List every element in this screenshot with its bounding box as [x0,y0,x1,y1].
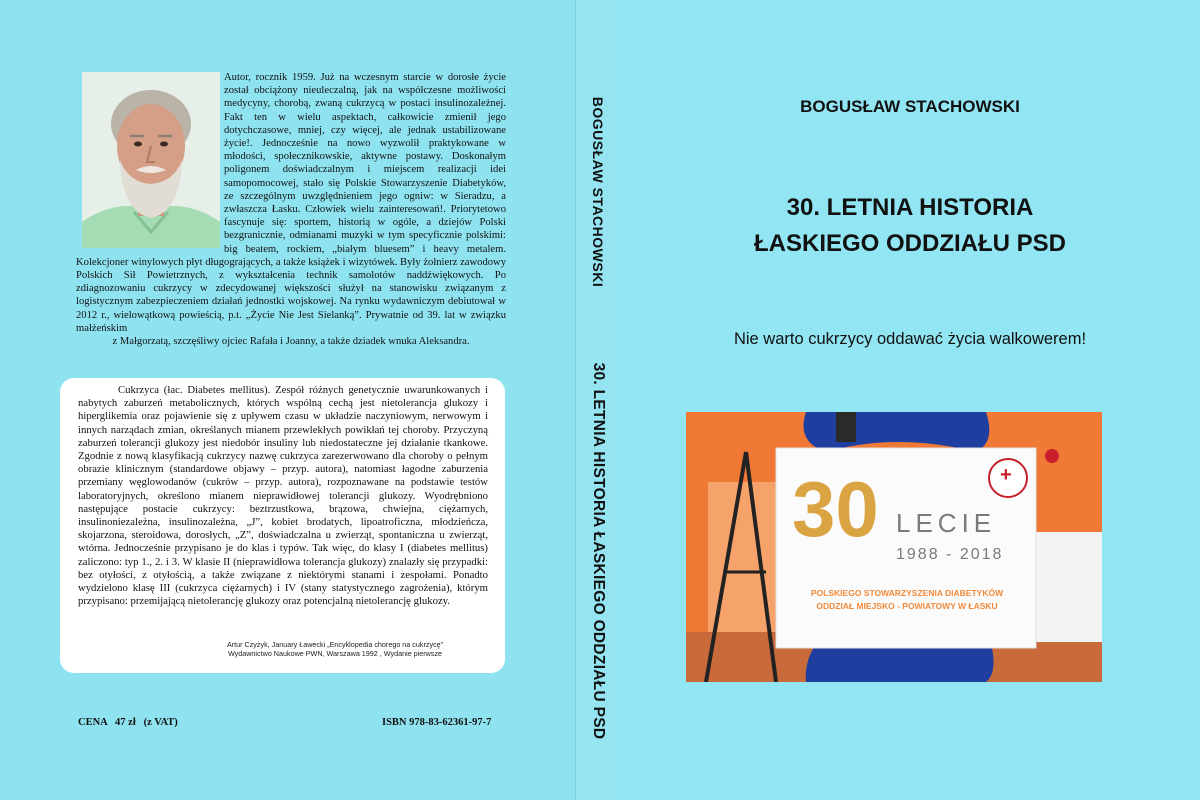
sign-line-2: ODDZIAŁ MIEJSKO - POWIATOWY W ŁASKU [816,601,998,611]
sign-word: LECIE [896,508,997,538]
sign-line-1: POLSKIEGO STOWARZYSZENIA DIABETYKÓW [810,588,1004,598]
citation [180,640,490,658]
bio-text: Autor, rocznik 1959. Już na wczesnym starcie w dorosłe życie został obciążony nieuleczalną, jak na współczesne możliwości medycyny, chorobą, zwaną cukrzycą w postaci insulinozależnej. Fakt ten w wielu aspektach, całkowicie zmienił jego dotychczasowe, mniej, czy więcej, ale jednak ustabilizowane życie!. Jednocześnie na nowo wyzwolił praktykowane w młodości, społecznikowskie, aktywne postawy. Doskonałym poligonem doświadczalnym i miejscem realizacji idei samopomocowej, stało się Polskie Stowarzyszenie Diabetyków, ze szczególnym uwzględnieniem jego ogniw: w Sieradzu, a zwłaszcza Łasku. Człowiek wielu zainteresowań!. Priorytetowo fascynuje się: sportem, historią w ogóle, a dziejów Polski bezgranicznie, odmianami muzyki w tym specyficznie polskimi: big beatem, rockiem, „białym bluesem” i heavy metalem. Kolekcjoner winylowych płyt długogrających, a także książek i wizytówek. Były żołnierz zawodowy Polskich Sił Powietrznych, z wykształcenia technik samolotów naddźwiękowych. Po zdiagnozowaniu cukrzycy w zdecydowanej większości służył na stanowisku związanym z logistycznym zabezpieczeniem działań jednostki wojskowej. Na rynku wydawniczym debiutował w 2012 r., wielowątkową powieścią, p.t. „Życie Nie Jest Sielanką”. Prywatnie od 39. lat w związku małżeńskim [76,72,506,334]
spine-title: 30. LETNIA HISTORIA ŁASKIEGO ODDZIAŁU PSD [590,362,607,740]
book-title [620,190,1200,262]
cover-photo [686,412,1102,682]
sign-logo-icon: + [988,458,1028,498]
sign-number: 30 [792,465,879,553]
front-author: BOGUSŁAW STACHOWSKI [800,97,1020,116]
author-bio [76,71,506,348]
price-label: CENA 47 zł (z VAT) [78,717,178,728]
sign-years: 1988 - 2018 [896,546,1004,563]
book-subtitle: Nie warto cukrzycy oddawać życia walkowerem! [733,330,1087,348]
photo-spacer [76,71,224,255]
definition-text: Cukrzyca (łac. Diabetes mellitus). Zespół różnych genetycznie uwarunkowanych i nabytych zaburzeń metabolicznych, których wspólną cechą jest nietolerancja glukozy i hiperglikemia oraz pojawienie się z upływem czasu w układzie naczyniowym, nerwowym i innych narządach zmian, określanych mianem przewlekłych powikłań tej choroby. Przyczyną zaburzeń tolerancji glukozy jest niedobór insuliny lub niedostateczne jej działanie tkankowe. Zgodnie z nową klasyfikacją cukrzycy nazwę cukrzyca zarezerwowano dla choroby o pełnym obrazie klinicznym (standardowe objawy – przyp. autora), natomiast łagodne zaburzenia przemiany węglowodanów (cukrów – przyp. autora), rozpoznawane na podstawie testów laboratoryjnych, określono mianem nieprawidłowej tolerancji glukozy. Wyodrębniono następujące postacie cukrzycy: beztrzustkowa, brązowa, chwiejna, ciężarnych, insulinoniezależna, insulinozależna, „J”, kobiet brodatych, lipoatroficzna, młodzieńcza, skojarzona, steroidowa, dorosłych, „Z”, doświadczalna u zwierząt, spontaniczna u zwierząt, wtórna. Jednocześnie przypisano je do klas i typów. Tak więc, do klasy I (diabetes mellitus) zaliczono: typ 1., 2. i 3. W klasie II (nieprawidłowa tolerancja glukozy) znalazły się przypadki: bez otyłości, z otyłością, a także związane z niektórymi stanami i zespołami. Ponadto wydzielono klasę III (cukrzyca ciężarnych) i IV (stany statystycznego zagrożenia), którym przypisano: przemijającą nietolerancję glukozy oraz potencjalną nietolerancję glukozy. [78,384,488,608]
anniversary-scene [686,412,1102,682]
bio-last-line: z Małgorzatą, szczęśliwy ojciec Rafała i Joanny, a także dziadek wnuka Aleksandra. [112,336,470,348]
citation-line-1: Artur Czyżyk, January Ławecki „Encyklopedia chorego na cukrzycę” [226,640,444,649]
citation-line-2: Wydawnictwo Naukowe PWN, Warszawa 1992 , Wydanie pierwsze [227,649,443,658]
title-line-1: 30. LETNIA HISTORIA [786,194,1034,221]
spine-author: BOGUSŁAW STACHOWSKI [590,96,606,288]
isbn-label: ISBN 978-83-62361-97-7 [382,717,492,728]
title-line-2: ŁASKIEGO ODDZIAŁU PSD [753,230,1066,257]
